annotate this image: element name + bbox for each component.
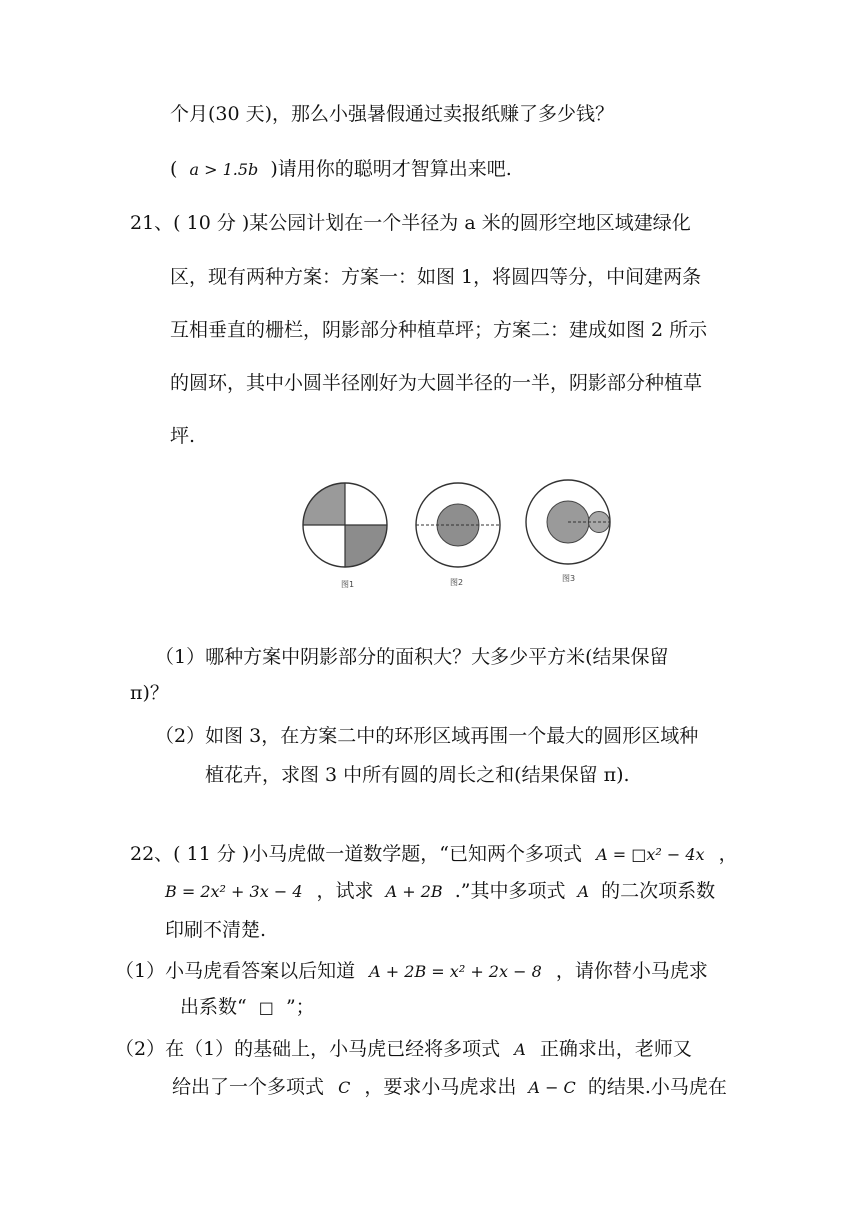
q22-expr-A2B: A + 2B bbox=[385, 882, 443, 901]
q20-cond-math: a > 1.5b bbox=[189, 160, 259, 179]
q22-part1-text2: ，请你替小马虎求 bbox=[555, 960, 708, 982]
q22-poly-A: A = □x² − 4x bbox=[596, 845, 705, 864]
q21-part2-line1: （2）如图 3，在方案二中的环形区域再围一个最大的圆形区域种 bbox=[155, 725, 699, 747]
figure-3-caption: 图3 bbox=[562, 574, 576, 583]
q22-part2-line2 bbox=[172, 1078, 727, 1097]
q20-cond-open: ( bbox=[170, 158, 178, 180]
figure-2-caption: 图2 bbox=[450, 578, 464, 587]
q22-poly-B: B = 2x² + 3x − 4 bbox=[165, 882, 303, 901]
q21-line1: 21、( 10 分 )某公园计划在一个半径为 a 米的圆形空地区域建绿化 bbox=[130, 212, 691, 234]
q22-line3: 印刷不清楚. bbox=[165, 919, 267, 941]
q21-part1-line1: （1）哪种方案中阴影部分的面积大？大多少平方米(结果保留 bbox=[155, 646, 669, 668]
q22-line1-text: 22、( 11 分 )小马虎做一道数学题，“已知两个多项式 bbox=[130, 843, 583, 865]
q22-part2-line1 bbox=[115, 1040, 692, 1059]
q22-line2-text1: ，试求 bbox=[316, 880, 374, 902]
q21-part1-line2: π)？ bbox=[130, 682, 169, 704]
figure-1-caption: 图1 bbox=[341, 580, 355, 589]
q21-line3: 互相垂直的栅栏，阴影部分种植草坪；方案二：建成如图 2 所示 bbox=[170, 319, 708, 341]
q20-cond-rest: )请用你的聪明才智算出来吧. bbox=[270, 158, 512, 180]
q22-part2-var-C: C bbox=[338, 1078, 351, 1097]
q21-line4: 的圆环，其中小圆半径刚好为大圆半径的一半，阴影部分种植草 bbox=[170, 372, 703, 394]
q20-condition bbox=[170, 160, 512, 179]
figure-1-quartered-circle bbox=[303, 483, 387, 589]
q22-part2-l2a: 给出了一个多项式 bbox=[172, 1076, 325, 1098]
q22-part1-text: （1）小马虎看答案以后知道 bbox=[115, 960, 356, 982]
q22-line1-end: ， bbox=[718, 843, 738, 865]
q22-part2-var-A: A bbox=[514, 1040, 526, 1059]
q21-line5: 坪. bbox=[170, 425, 196, 447]
q22-line2-text2: .”其中多项式 bbox=[454, 880, 566, 902]
q21-figures bbox=[300, 475, 620, 595]
q22-part1-line2a: 出系数“ bbox=[180, 996, 247, 1018]
q22-part1-line1 bbox=[115, 962, 708, 981]
q22-part2-text: （2）在（1）的基础上，小马虎已经将多项式 bbox=[115, 1038, 501, 1060]
q22-var-A: A bbox=[577, 882, 590, 901]
q22-part2-expr: A − C bbox=[528, 1078, 576, 1097]
q22-line2 bbox=[165, 882, 715, 901]
q22-part1-line2b: ”； bbox=[285, 996, 315, 1018]
q21-line2: 区，现有两种方案：方案一：如图 1，将圆四等分，中间建两条 bbox=[170, 266, 702, 288]
figure-2-ring bbox=[416, 483, 500, 587]
q21-part2-line2: 植花卉，求图 3 中所有圆的周长之和(结果保留 π). bbox=[205, 764, 630, 786]
q22-part2-l2c: 的结果.小马虎在 bbox=[587, 1076, 727, 1098]
q22-part2-l2b: ，要求小马虎求出 bbox=[364, 1076, 517, 1098]
q20-line1: 个月(30 天)，那么小强暑假通过卖报纸赚了多少钱？ bbox=[170, 103, 615, 125]
q22-line2-text3: 的二次项系数 bbox=[601, 880, 716, 902]
q22-part1-box: □ bbox=[258, 998, 274, 1017]
q22-line1 bbox=[130, 845, 738, 864]
figure-3-ring-with-circle bbox=[526, 480, 610, 583]
q22-part1-line2 bbox=[180, 998, 315, 1017]
q22-part1-math: A + 2B = x² + 2x − 8 bbox=[369, 962, 542, 981]
q22-part2-text2: 正确求出，老师又 bbox=[539, 1038, 692, 1060]
